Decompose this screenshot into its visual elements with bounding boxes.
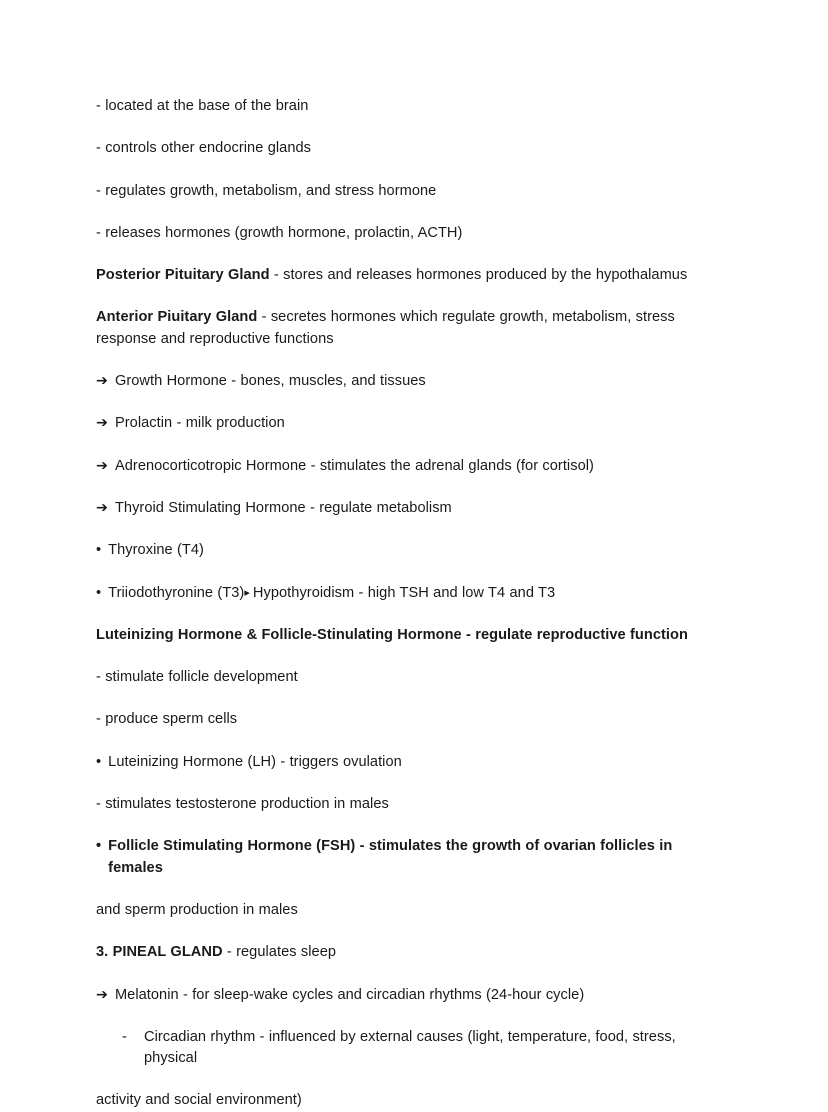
round-bullet-icon: • [96, 753, 102, 770]
list-item-label: Circadian rhythm - influenced by external causes (light, temperature, food, stress, physical [144, 1028, 676, 1067]
arrow-bullet-icon: ➔ [96, 373, 108, 390]
list-item-melatonin [96, 985, 696, 1006]
note-line-stimulate-follicle-development: - stimulate follicle development [96, 669, 298, 686]
list-item-triiodothyronine-t3 [96, 583, 696, 604]
arrow-bullet-icon: ➔ [96, 415, 108, 432]
posterior-pituitary-gland-description: - stores and releases hormones produced by the hypothalamus [269, 267, 688, 284]
heading-posterior-pituitary-gland [96, 265, 696, 286]
list-item-follicle-stimulating-hormone-fsh [96, 836, 696, 879]
arrow-bullet-icon: ➔ [96, 457, 108, 474]
list-item-label: Thyroid Stimulating Hormone - regulate metabolism [114, 499, 452, 516]
heading-pineal-gland [96, 942, 696, 963]
note-line-produce-sperm-cells: - produce sperm cells [96, 711, 238, 728]
round-bullet-icon: • [96, 838, 102, 855]
list-item-prolactin [96, 413, 696, 434]
note-line-located-base-brain: - located at the base of the brain [96, 98, 309, 114]
list-item-label: Luteinizing Hormone (LH) - triggers ovulation [108, 753, 402, 770]
list-item-growth-hormone [96, 371, 696, 392]
list-item-label: Prolactin - milk production [114, 415, 285, 432]
heading-luteinizing-and-follicle-stimulating-hormone: Luteinizing Hormone & Follicle-Stinulating Hormone - regulate reproductive function [96, 626, 688, 643]
inline-arrow-icon: ▸ [244, 586, 250, 599]
list-item-label [108, 583, 696, 604]
arrow-bullet-icon: ➔ [96, 499, 108, 516]
note-line-and-sperm-production: and sperm production in males [96, 901, 298, 918]
note-line-activity-social-environment: activity and social environment) [96, 1092, 302, 1109]
list-item-adrenocorticotropic-hormone [96, 456, 696, 477]
list-item-luteinizing-hormone-lh [96, 752, 696, 773]
anterior-pituitary-gland-description: - secretes hormones which regulate growth, metabolism, stress response and reproductive functions [96, 309, 675, 347]
list-item-circadian-rhythm [96, 1027, 696, 1070]
list-item-label: Follicle Stimulating Hormone (FSH) - stimulates the growth of ovarian follicles in females [108, 838, 673, 876]
round-bullet-icon: • [96, 584, 102, 601]
posterior-pituitary-gland-term: Posterior Pituitary Gland [96, 267, 270, 284]
hypothyroidism-label: Hypothyroidism - high TSH and low T4 and T3 [252, 584, 556, 601]
document-body [96, 96, 696, 1112]
note-line-stimulates-testosterone: - stimulates testosterone production in males [96, 796, 389, 813]
dash-bullet-icon: - [122, 1028, 127, 1045]
list-item-thyroxine-t4 [96, 540, 696, 561]
round-bullet-icon: • [96, 542, 102, 559]
heading-anterior-pituitary-gland [96, 307, 696, 350]
note-line-controls-endocrine-glands: - controls other endocrine glands [96, 140, 311, 157]
list-item-label: Growth Hormone - bones, muscles, and tissues [114, 373, 426, 390]
list-item-thyroid-stimulating-hormone [96, 498, 696, 519]
note-line-releases-hormones: - releases hormones (growth hormone, prolactin, ACTH) [96, 224, 463, 241]
arrow-bullet-icon: ➔ [96, 986, 108, 1003]
pineal-gland-term: 3. PINEAL GLAND [96, 944, 223, 961]
list-item-label: Melatonin - for sleep-wake cycles and circadian rhythms (24-hour cycle) [114, 986, 585, 1003]
list-item-label: Thyroxine (T4) [108, 542, 204, 559]
note-line-regulates-growth: - regulates growth, metabolism, and stress hormone [96, 182, 437, 199]
list-item-label: Adrenocorticotropic Hormone - stimulates the adrenal glands (for cortisol) [114, 457, 594, 474]
anterior-pituitary-gland-term: Anterior Piuitary Gland [96, 309, 258, 326]
pineal-gland-description: - regulates sleep [222, 944, 337, 961]
triiodothyronine-label: Triiodothyronine (T3) [108, 584, 245, 601]
